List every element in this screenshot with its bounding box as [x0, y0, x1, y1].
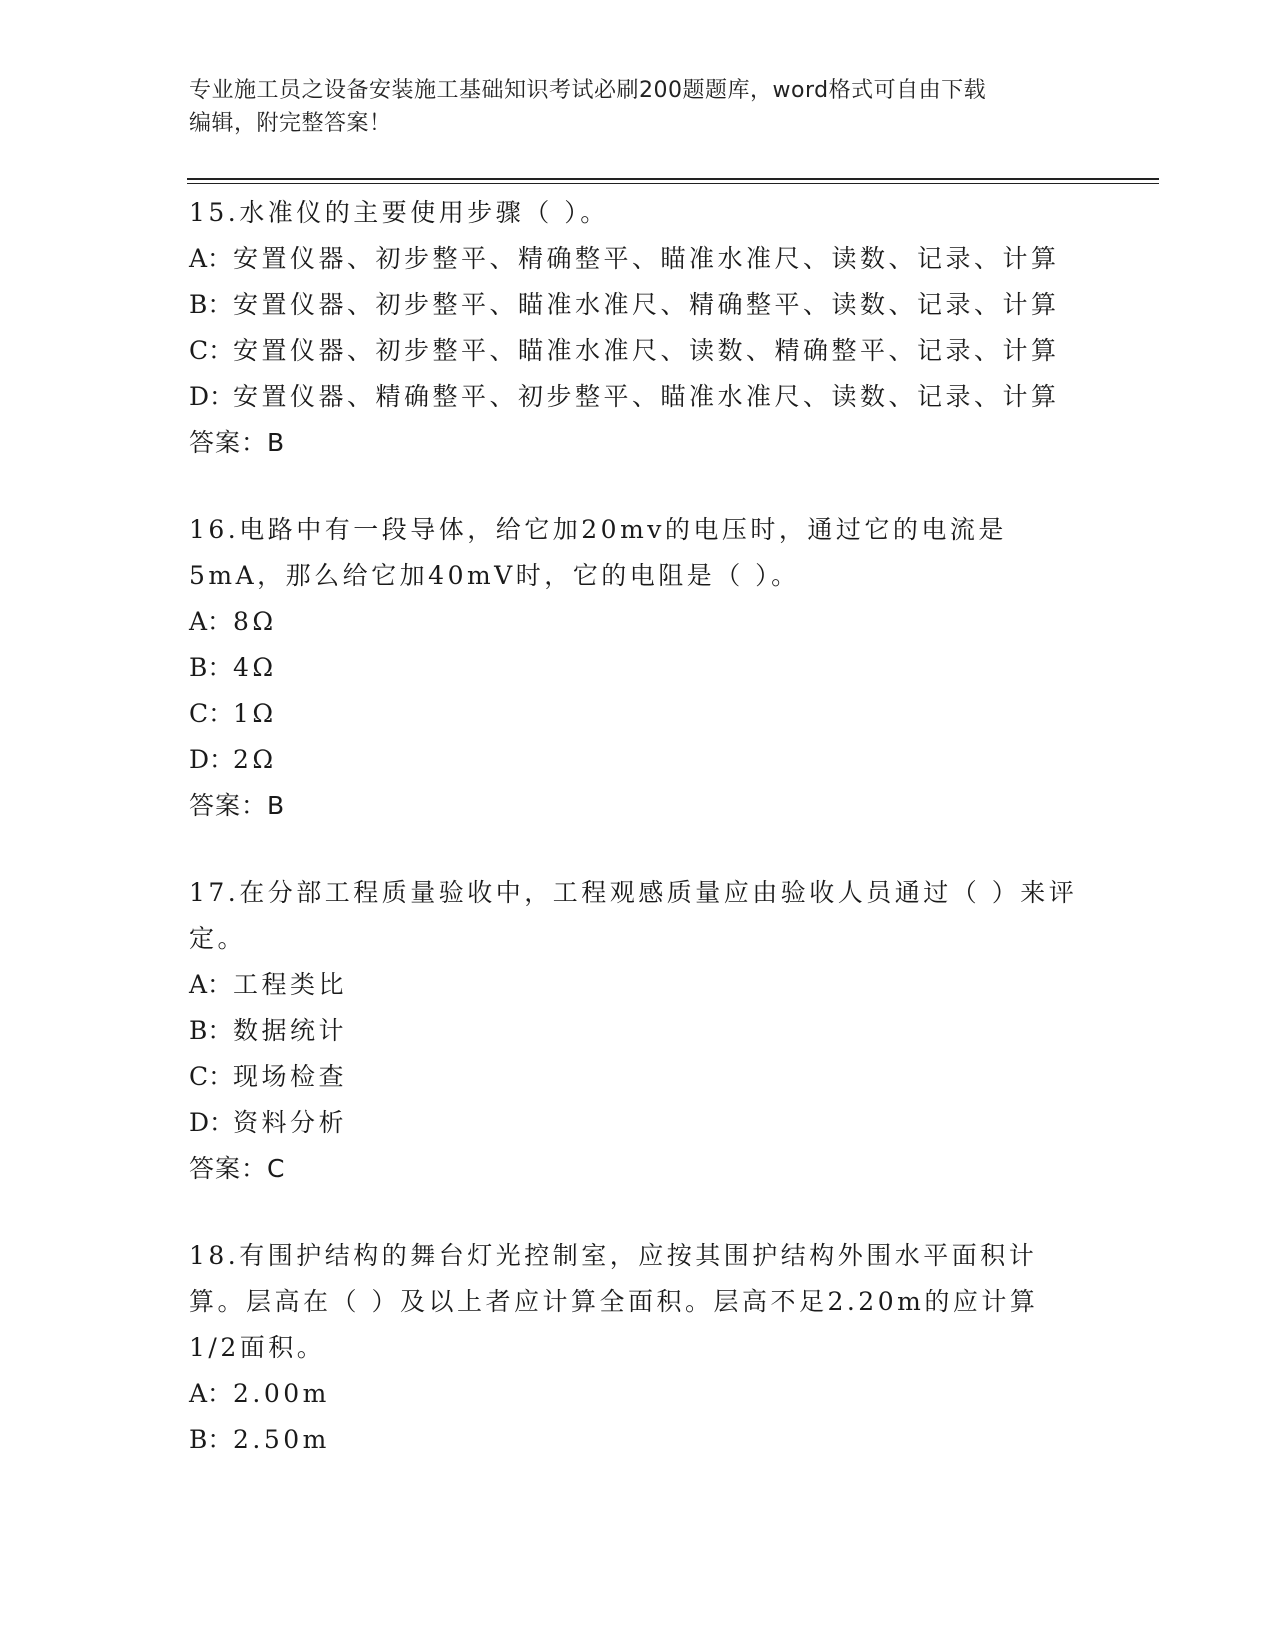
option-letter: B：	[189, 290, 233, 319]
option-c	[189, 328, 1089, 374]
option-text: 2.00m	[233, 1379, 330, 1408]
option-text: 安置仪器、初步整平、瞄准水准尺、读数、精确整平、记录、计算	[233, 336, 1060, 365]
option-b	[189, 1008, 1089, 1054]
option-a	[189, 962, 1089, 1008]
option-letter: B：	[189, 653, 233, 682]
option-a	[189, 1371, 1089, 1417]
option-letter: D：	[189, 382, 235, 411]
option-a	[189, 236, 1089, 282]
answer-label: 答案：C	[189, 1154, 286, 1183]
option-c	[189, 1054, 1089, 1100]
option-text: 安置仪器、初步整平、精确整平、瞄准水准尺、读数、记录、计算	[233, 244, 1060, 273]
option-b	[189, 1417, 1089, 1463]
option-b	[189, 282, 1089, 328]
header-title-line-2: 编辑，附完整答案！	[189, 111, 392, 136]
option-letter: A：	[189, 970, 233, 999]
question-list	[189, 190, 1089, 1504]
question-stem: 17.在分部工程质量验收中，工程观感质量应由验收人员通过（ ）来评定。	[189, 878, 1078, 953]
option-d	[189, 737, 1089, 783]
option-text: 4Ω	[233, 653, 277, 682]
option-letter: C：	[189, 699, 234, 728]
option-letter: C：	[189, 336, 234, 365]
option-text: 工程类比	[233, 970, 348, 999]
option-text: 安置仪器、精确整平、初步整平、瞄准水准尺、读数、记录、计算	[233, 382, 1060, 411]
question-15	[189, 190, 1089, 466]
option-letter: A：	[189, 607, 233, 636]
option-letter: A：	[189, 1379, 233, 1408]
option-text: 1Ω	[233, 699, 277, 728]
question-18	[189, 1233, 1089, 1463]
question-stem: 16.电路中有一段导体，给它加20mv的电压时，通过它的电流是5mA，那么给它加40mV时，它的电阻是（ ）。	[189, 515, 1007, 590]
option-text: 安置仪器、初步整平、瞄准水准尺、精确整平、读数、记录、计算	[233, 290, 1060, 319]
question-17	[189, 870, 1089, 1192]
option-a	[189, 599, 1089, 645]
answer-label: 答案：B	[189, 791, 286, 820]
option-text: 2Ω	[233, 745, 277, 774]
option-letter: C：	[189, 1062, 234, 1091]
option-letter: B：	[189, 1016, 233, 1045]
option-text: 8Ω	[233, 607, 277, 636]
option-letter: D：	[189, 745, 235, 774]
option-text: 数据统计	[233, 1016, 348, 1045]
document-header	[189, 74, 1079, 140]
option-b	[189, 645, 1089, 691]
question-stem: 15.水准仪的主要使用步骤（ ）。	[189, 198, 609, 227]
header-divider	[187, 178, 1159, 180]
option-letter: B：	[189, 1425, 233, 1454]
header-divider-thin	[187, 183, 1159, 184]
option-letter: D：	[189, 1108, 235, 1137]
option-d	[189, 1100, 1089, 1146]
question-stem: 18.有围护结构的舞台灯光控制室，应按其围护结构外围水平面积计算。层高在（ ）及以上者应计算全面积。层高不足2.20m的应计算1/2面积。	[189, 1241, 1039, 1362]
option-c	[189, 691, 1089, 737]
option-text: 现场检查	[233, 1062, 348, 1091]
option-d	[189, 374, 1089, 420]
question-16	[189, 507, 1089, 829]
header-title-line-1: 专业施工员之设备安装施工基础知识考试必刷200题题库，word格式可自由下载	[189, 78, 987, 103]
option-text: 资料分析	[233, 1108, 348, 1137]
option-letter: A：	[189, 244, 233, 273]
answer-label: 答案：B	[189, 428, 286, 457]
option-text: 2.50m	[233, 1425, 330, 1454]
